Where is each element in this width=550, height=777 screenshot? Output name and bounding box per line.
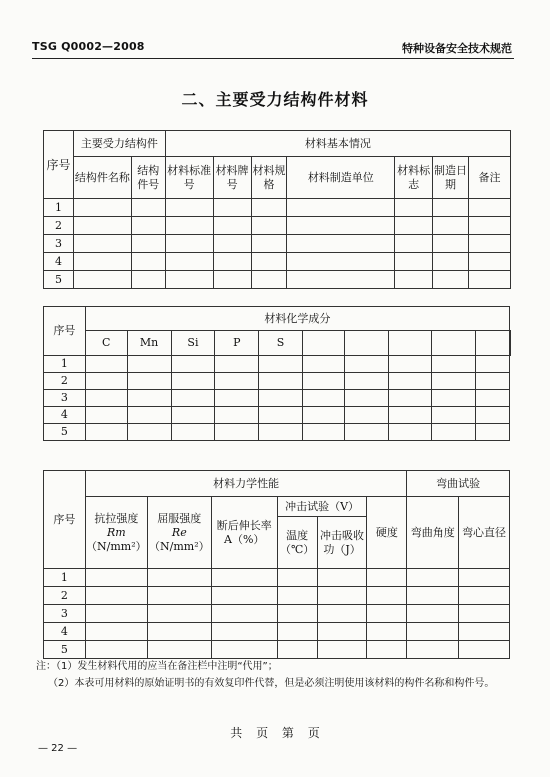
table-cell — [476, 390, 510, 407]
section-title: 二、主要受力结构件材料 — [181, 90, 369, 109]
row-number: 3 — [44, 605, 86, 623]
table-cell — [251, 235, 287, 253]
table-cell — [211, 587, 277, 605]
row-number: 2 — [44, 217, 74, 235]
table-cell — [433, 235, 469, 253]
table-cell — [127, 373, 171, 390]
table-cell — [433, 271, 469, 289]
table-cell — [395, 253, 433, 271]
table-cell — [211, 569, 277, 587]
table-cell — [85, 424, 127, 441]
table-cell — [287, 271, 395, 289]
row-number: 2 — [44, 587, 86, 605]
table-cell — [407, 587, 459, 605]
table-row — [44, 390, 511, 407]
standard-code: TSG Q0002—2008 — [32, 40, 145, 53]
column-header: 制造日期 — [433, 157, 469, 199]
table-cell — [469, 217, 511, 235]
table-cell — [459, 587, 510, 605]
table-cell — [131, 271, 165, 289]
element-header — [388, 331, 432, 356]
seq-header: 序号 — [44, 307, 86, 356]
table-cell — [432, 390, 476, 407]
table-cell — [215, 356, 259, 373]
table-cell — [147, 605, 211, 623]
table-cell — [287, 253, 395, 271]
row-number: 4 — [44, 253, 74, 271]
table-cell — [211, 623, 277, 641]
table-cell — [211, 641, 277, 659]
table-cell — [317, 569, 367, 587]
table-row — [44, 199, 511, 217]
page-number: — 22 — — [38, 743, 78, 754]
bend-diameter-header: 弯心直径 — [459, 497, 510, 569]
table-cell — [476, 356, 510, 373]
group-header-bend: 弯曲试验 — [407, 471, 510, 497]
table-cell — [213, 217, 251, 235]
table-cell — [469, 271, 511, 289]
table-cell — [277, 623, 317, 641]
table-cell — [388, 424, 432, 441]
element-header — [302, 331, 344, 356]
row-number: 5 — [44, 424, 86, 441]
column-header: 结构件名称 — [73, 157, 131, 199]
row-number: 4 — [44, 623, 86, 641]
table-cell — [171, 407, 215, 424]
table-cell — [73, 271, 131, 289]
table-row — [44, 587, 510, 605]
table-cell — [147, 623, 211, 641]
table-cell — [459, 569, 510, 587]
element-header: S — [259, 331, 303, 356]
mechanical-properties-table — [43, 470, 510, 659]
table-cell — [147, 587, 211, 605]
table-cell — [476, 407, 510, 424]
group-header-mech: 材料力学性能 — [85, 471, 407, 497]
table-cell — [171, 373, 215, 390]
notes — [36, 658, 516, 692]
element-header — [432, 331, 476, 356]
table-cell — [287, 217, 395, 235]
table-cell — [476, 373, 510, 390]
column-header: 备注 — [469, 157, 511, 199]
table-cell — [127, 424, 171, 441]
table-cell — [259, 390, 303, 407]
table-cell — [388, 390, 432, 407]
table-cell — [73, 253, 131, 271]
table-cell — [395, 199, 433, 217]
table-cell — [395, 271, 433, 289]
table-row — [44, 373, 511, 390]
table-cell — [459, 641, 510, 659]
table-cell — [469, 235, 511, 253]
table-cell — [259, 373, 303, 390]
table-cell — [215, 424, 259, 441]
element-header — [476, 331, 510, 356]
table-cell — [302, 390, 344, 407]
table-cell — [73, 217, 131, 235]
table-cell — [85, 569, 147, 587]
table-cell — [407, 569, 459, 587]
table-cell — [302, 424, 344, 441]
element-header: P — [215, 331, 259, 356]
table-cell — [459, 623, 510, 641]
table-cell — [367, 605, 407, 623]
table-cell — [388, 407, 432, 424]
column-header: 材料制造单位 — [287, 157, 395, 199]
table-cell — [85, 407, 127, 424]
table-cell — [215, 407, 259, 424]
table-cell — [277, 641, 317, 659]
table-cell — [302, 373, 344, 390]
table-cell — [469, 199, 511, 217]
table-cell — [73, 199, 131, 217]
table-cell — [433, 217, 469, 235]
table-cell — [147, 569, 211, 587]
table-cell — [259, 356, 303, 373]
seq-header: 序号 — [44, 471, 86, 569]
table-cell — [171, 424, 215, 441]
table-cell — [85, 623, 147, 641]
table-cell — [287, 235, 395, 253]
page-count-line: 共 页 第 页 — [230, 726, 320, 740]
table-cell — [85, 390, 127, 407]
table-cell — [215, 373, 259, 390]
table-cell — [317, 605, 367, 623]
table-row — [44, 235, 511, 253]
table-cell — [251, 253, 287, 271]
row-number: 1 — [44, 569, 86, 587]
table-cell — [317, 623, 367, 641]
table-cell — [73, 235, 131, 253]
row-number: 4 — [44, 407, 86, 424]
table-row — [44, 253, 511, 271]
table-cell — [131, 253, 165, 271]
table-cell — [251, 271, 287, 289]
table-row — [44, 271, 511, 289]
table-cell — [367, 623, 407, 641]
table-cell — [85, 373, 127, 390]
table-cell — [213, 253, 251, 271]
table-cell — [302, 356, 344, 373]
table-row — [44, 641, 510, 659]
table-cell — [432, 356, 476, 373]
table-cell — [344, 373, 388, 390]
table-cell — [317, 641, 367, 659]
table-cell — [469, 253, 511, 271]
table-cell — [432, 407, 476, 424]
impact-energy-header: 冲击吸收功（J） — [317, 517, 367, 569]
table-cell — [259, 424, 303, 441]
table-cell — [277, 605, 317, 623]
table-cell — [317, 587, 367, 605]
table-cell — [407, 605, 459, 623]
table-cell — [213, 199, 251, 217]
table-cell — [165, 253, 213, 271]
table-cell — [367, 569, 407, 587]
table-cell — [131, 199, 165, 217]
table-cell — [251, 217, 287, 235]
table-cell — [407, 623, 459, 641]
table-cell — [367, 587, 407, 605]
impact-header: 冲击试验（V） — [277, 497, 367, 517]
table-row — [44, 605, 510, 623]
table-cell — [395, 235, 433, 253]
table-cell — [433, 199, 469, 217]
table-cell — [131, 217, 165, 235]
table-cell — [459, 605, 510, 623]
group-header-material: 材料基本情况 — [165, 131, 510, 157]
table-cell — [259, 407, 303, 424]
table-row — [44, 569, 510, 587]
table-cell — [171, 390, 215, 407]
tensile-header: 抗拉强度 Rm （N/mm²） — [85, 497, 147, 569]
element-header — [344, 331, 388, 356]
table-cell — [171, 356, 215, 373]
table-cell — [127, 407, 171, 424]
table-cell — [395, 217, 433, 235]
table-cell — [432, 424, 476, 441]
table-cell — [277, 587, 317, 605]
table-cell — [211, 605, 277, 623]
table-cell — [344, 390, 388, 407]
table-cell — [433, 253, 469, 271]
note-1: 注：（1）发生材料代用的应当在备注栏中注明“代用”； — [36, 661, 278, 672]
column-header: 材料标志 — [395, 157, 433, 199]
table-cell — [251, 199, 287, 217]
yield-header: 屈服强度 Re （N/mm²） — [147, 497, 211, 569]
row-number: 5 — [44, 271, 74, 289]
table-cell — [344, 407, 388, 424]
table-cell — [476, 424, 510, 441]
table-cell — [127, 356, 171, 373]
column-header: 材料牌号 — [213, 157, 251, 199]
table-cell — [277, 569, 317, 587]
row-number: 5 — [44, 641, 86, 659]
element-header: C — [85, 331, 127, 356]
column-header: 结构件号 — [131, 157, 165, 199]
table-cell — [388, 373, 432, 390]
group-header-parts: 主要受力结构件 — [73, 131, 165, 157]
table-cell — [165, 235, 213, 253]
table-row — [44, 356, 511, 373]
table-cell — [165, 199, 213, 217]
table-cell — [287, 199, 395, 217]
group-header-chem: 材料化学成分 — [85, 307, 509, 331]
table-cell — [407, 641, 459, 659]
table-cell — [165, 271, 213, 289]
table-cell — [213, 235, 251, 253]
column-header: 材料标准号 — [165, 157, 213, 199]
table-cell — [388, 356, 432, 373]
row-number: 1 — [44, 199, 74, 217]
table-cell — [302, 407, 344, 424]
row-number: 2 — [44, 373, 86, 390]
chemical-composition-table — [43, 306, 511, 441]
table-cell — [85, 641, 147, 659]
table-cell — [344, 424, 388, 441]
table-cell — [147, 641, 211, 659]
table-cell — [85, 587, 147, 605]
table-cell — [131, 235, 165, 253]
table-cell — [85, 356, 127, 373]
table-cell — [344, 356, 388, 373]
element-header: Si — [171, 331, 215, 356]
table-cell — [213, 271, 251, 289]
table-cell — [432, 373, 476, 390]
column-header: 材料规格 — [251, 157, 287, 199]
table-cell — [85, 605, 147, 623]
table-cell — [215, 390, 259, 407]
bend-angle-header: 弯曲角度 — [407, 497, 459, 569]
table-cell — [165, 217, 213, 235]
elongation-header: 断后伸长率 A（%） — [211, 497, 277, 569]
table-row — [44, 217, 511, 235]
header-rule — [32, 58, 514, 59]
element-header: Mn — [127, 331, 171, 356]
structural-parts-table — [43, 130, 511, 289]
impact-temp-header: 温度（℃） — [277, 517, 317, 569]
row-number: 1 — [44, 356, 86, 373]
table-row — [44, 407, 511, 424]
hardness-header: 硬度 — [367, 497, 407, 569]
table-row — [44, 424, 511, 441]
table-cell — [367, 641, 407, 659]
seq-header: 序号 — [44, 131, 74, 199]
table-row — [44, 623, 510, 641]
note-2: （2）本表可用材料的原始证明书的有效复印件代替，但是必须注明使用该材料的构件名称和构件号。 — [48, 678, 495, 689]
row-number: 3 — [44, 390, 86, 407]
series-title: 特种设备安全技术规范 — [402, 42, 512, 55]
table-cell — [127, 390, 171, 407]
row-number: 3 — [44, 235, 74, 253]
element-header — [510, 331, 511, 356]
